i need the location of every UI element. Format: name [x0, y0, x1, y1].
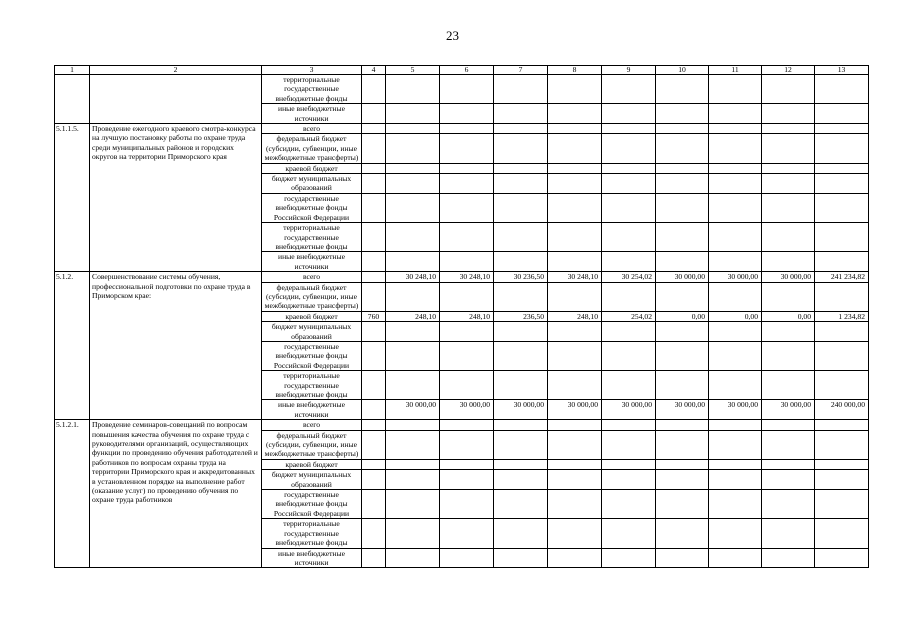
- value-cell: [762, 282, 815, 311]
- value-cell: [494, 193, 548, 222]
- value-cell: 241 234,82: [815, 272, 869, 282]
- value-cell: [815, 430, 869, 459]
- kbk-code: [362, 420, 386, 430]
- value-cell: [548, 282, 602, 311]
- value-cell: [656, 104, 709, 124]
- value-cell: [386, 490, 440, 519]
- value-cell: [386, 174, 440, 194]
- value-cell: [386, 282, 440, 311]
- value-cell: [709, 470, 762, 490]
- value-cell: [494, 124, 548, 134]
- value-cell: [709, 371, 762, 400]
- value-cell: [656, 134, 709, 163]
- value-cell: 0,00: [656, 311, 709, 321]
- value-cell: [815, 193, 869, 222]
- value-cell: [656, 490, 709, 519]
- value-cell: [815, 420, 869, 430]
- value-cell: [709, 193, 762, 222]
- value-cell: [494, 104, 548, 124]
- value-cell: 240 000,00: [815, 400, 869, 420]
- value-cell: [762, 459, 815, 469]
- funding-source: всего: [262, 272, 362, 282]
- value-cell: [656, 282, 709, 311]
- funding-source: бюджет муниципальных образований: [262, 322, 362, 342]
- value-cell: 0,00: [709, 311, 762, 321]
- funding-source: краевой бюджет: [262, 163, 362, 173]
- value-cell: [386, 134, 440, 163]
- value-cell: [494, 252, 548, 272]
- value-cell: 236,50: [494, 311, 548, 321]
- table-row: [55, 75, 869, 104]
- value-cell: [440, 223, 494, 252]
- value-cell: [656, 470, 709, 490]
- value-cell: [762, 104, 815, 124]
- value-cell: [494, 371, 548, 400]
- value-cell: 30 000,00: [762, 272, 815, 282]
- value-cell: [440, 470, 494, 490]
- column-header: 2: [90, 66, 262, 75]
- value-cell: [602, 341, 656, 370]
- value-cell: [602, 459, 656, 469]
- value-cell: 30 000,00: [656, 272, 709, 282]
- kbk-code: [362, 282, 386, 311]
- value-cell: [386, 193, 440, 222]
- kbk-code: [362, 124, 386, 134]
- funding-source: государственные внебюджетные фонды Российской Федерации: [262, 490, 362, 519]
- value-cell: [709, 519, 762, 548]
- value-cell: [386, 371, 440, 400]
- kbk-code: [362, 272, 386, 282]
- value-cell: [815, 548, 869, 568]
- value-cell: [494, 163, 548, 173]
- value-cell: [440, 174, 494, 194]
- funding-source: территориальные государственные внебюджетные фонды: [262, 75, 362, 104]
- value-cell: [602, 174, 656, 194]
- value-cell: [602, 193, 656, 222]
- value-cell: [815, 470, 869, 490]
- value-cell: [762, 252, 815, 272]
- value-cell: [602, 519, 656, 548]
- value-cell: [440, 134, 494, 163]
- value-cell: [815, 75, 869, 104]
- kbk-code: [362, 174, 386, 194]
- funding-source: территориальные государственные внебюджетные фонды: [262, 519, 362, 548]
- budget-table: [54, 65, 869, 568]
- column-header: 7: [494, 66, 548, 75]
- column-header: 3: [262, 66, 362, 75]
- value-cell: [709, 430, 762, 459]
- value-cell: [709, 124, 762, 134]
- value-cell: 30 000,00: [709, 272, 762, 282]
- value-cell: [709, 163, 762, 173]
- value-cell: 30 000,00: [548, 400, 602, 420]
- funding-source: иные внебюджетные источники: [262, 400, 362, 420]
- value-cell: [762, 163, 815, 173]
- funding-source: краевой бюджет: [262, 459, 362, 469]
- value-cell: [386, 124, 440, 134]
- value-cell: 30 000,00: [494, 400, 548, 420]
- value-cell: [386, 420, 440, 430]
- value-cell: [494, 459, 548, 469]
- value-cell: [762, 548, 815, 568]
- value-cell: [548, 371, 602, 400]
- kbk-code: [362, 134, 386, 163]
- kbk-code: [362, 470, 386, 490]
- value-cell: 248,10: [440, 311, 494, 321]
- kbk-code: [362, 341, 386, 370]
- value-cell: 254,02: [602, 311, 656, 321]
- kbk-code: [362, 75, 386, 104]
- value-cell: [762, 371, 815, 400]
- value-cell: [656, 163, 709, 173]
- value-cell: [709, 420, 762, 430]
- value-cell: [815, 134, 869, 163]
- value-cell: [709, 490, 762, 519]
- value-cell: [602, 430, 656, 459]
- value-cell: [494, 174, 548, 194]
- value-cell: [602, 163, 656, 173]
- funding-source: иные внебюджетные источники: [262, 548, 362, 568]
- value-cell: 248,10: [386, 311, 440, 321]
- value-cell: [762, 490, 815, 519]
- value-cell: [548, 430, 602, 459]
- value-cell: [656, 252, 709, 272]
- value-cell: 30 000,00: [656, 400, 709, 420]
- funding-source: иные внебюджетные источники: [262, 104, 362, 124]
- value-cell: [386, 548, 440, 568]
- value-cell: [440, 519, 494, 548]
- value-cell: 30 000,00: [709, 400, 762, 420]
- column-header: 11: [709, 66, 762, 75]
- kbk-code: [362, 193, 386, 222]
- value-cell: 0,00: [762, 311, 815, 321]
- column-header: 8: [548, 66, 602, 75]
- funding-source: всего: [262, 124, 362, 134]
- value-cell: [762, 470, 815, 490]
- value-cell: [656, 341, 709, 370]
- funding-source: всего: [262, 420, 362, 430]
- value-cell: [602, 282, 656, 311]
- value-cell: [548, 124, 602, 134]
- value-cell: [440, 163, 494, 173]
- funding-source: федеральный бюджет (субсидии, субвенции, иные межбюджетные трансферты): [262, 430, 362, 459]
- value-cell: [440, 341, 494, 370]
- value-cell: [602, 104, 656, 124]
- value-cell: [548, 134, 602, 163]
- value-cell: [386, 459, 440, 469]
- value-cell: [494, 490, 548, 519]
- table-row: [55, 124, 869, 134]
- value-cell: [494, 322, 548, 342]
- value-cell: [815, 252, 869, 272]
- value-cell: [386, 519, 440, 548]
- funding-source: федеральный бюджет (субсидии, субвенции, иные межбюджетные трансферты): [262, 134, 362, 163]
- table-body: [55, 75, 869, 568]
- value-cell: [709, 223, 762, 252]
- item-name: [90, 75, 262, 124]
- value-cell: [709, 548, 762, 568]
- kbk-code: [362, 548, 386, 568]
- value-cell: [709, 104, 762, 124]
- value-cell: [762, 519, 815, 548]
- value-cell: [815, 223, 869, 252]
- value-cell: [440, 282, 494, 311]
- value-cell: [656, 420, 709, 430]
- value-cell: [440, 430, 494, 459]
- value-cell: [494, 223, 548, 252]
- value-cell: [602, 322, 656, 342]
- value-cell: [762, 193, 815, 222]
- value-cell: [656, 459, 709, 469]
- value-cell: [709, 282, 762, 311]
- kbk-code: [362, 104, 386, 124]
- kbk-code: [362, 459, 386, 469]
- value-cell: [494, 548, 548, 568]
- value-cell: [709, 134, 762, 163]
- column-header: 6: [440, 66, 494, 75]
- item-code: [55, 75, 90, 124]
- value-cell: [602, 223, 656, 252]
- value-cell: [709, 174, 762, 194]
- value-cell: [762, 322, 815, 342]
- value-cell: [548, 223, 602, 252]
- value-cell: 1 234,82: [815, 311, 869, 321]
- value-cell: [440, 104, 494, 124]
- value-cell: [656, 548, 709, 568]
- value-cell: [548, 341, 602, 370]
- value-cell: [762, 223, 815, 252]
- value-cell: [548, 104, 602, 124]
- value-cell: [440, 420, 494, 430]
- value-cell: [440, 371, 494, 400]
- column-header: 12: [762, 66, 815, 75]
- value-cell: [494, 134, 548, 163]
- value-cell: [656, 371, 709, 400]
- value-cell: [440, 322, 494, 342]
- value-cell: [386, 223, 440, 252]
- value-cell: [386, 341, 440, 370]
- kbk-code: [362, 490, 386, 519]
- item-code: 5.1.2.1.: [55, 420, 90, 568]
- value-cell: [440, 459, 494, 469]
- value-cell: [656, 75, 709, 104]
- value-cell: [815, 282, 869, 311]
- value-cell: 30 254,02: [602, 272, 656, 282]
- value-cell: [548, 163, 602, 173]
- kbk-code: [362, 223, 386, 252]
- funding-source: территориальные государственные внебюджетные фонды: [262, 371, 362, 400]
- value-cell: [440, 548, 494, 568]
- funding-source: краевой бюджет: [262, 311, 362, 321]
- value-cell: 30 000,00: [440, 400, 494, 420]
- value-cell: [656, 519, 709, 548]
- kbk-code: [362, 371, 386, 400]
- value-cell: 30 000,00: [386, 400, 440, 420]
- value-cell: [602, 75, 656, 104]
- value-cell: [709, 75, 762, 104]
- page-number: 23: [446, 28, 459, 43]
- value-cell: [494, 282, 548, 311]
- item-code: 5.1.1.5.: [55, 124, 90, 272]
- kbk-code: [362, 519, 386, 548]
- value-cell: [709, 252, 762, 272]
- column-header: 13: [815, 66, 869, 75]
- value-cell: [548, 490, 602, 519]
- value-cell: 30 000,00: [762, 400, 815, 420]
- value-cell: [656, 223, 709, 252]
- funding-source: государственные внебюджетные фонды Российской Федерации: [262, 341, 362, 370]
- value-cell: [709, 322, 762, 342]
- value-cell: [440, 490, 494, 519]
- funding-source: иные внебюджетные источники: [262, 252, 362, 272]
- value-cell: [762, 134, 815, 163]
- value-cell: [548, 459, 602, 469]
- value-cell: [548, 75, 602, 104]
- funding-source: бюджет муниципальных образований: [262, 174, 362, 194]
- value-cell: [386, 322, 440, 342]
- value-cell: [656, 430, 709, 459]
- kbk-code: 760: [362, 311, 386, 321]
- value-cell: 30 248,10: [386, 272, 440, 282]
- value-cell: [548, 252, 602, 272]
- value-cell: [548, 470, 602, 490]
- value-cell: [494, 420, 548, 430]
- value-cell: [386, 75, 440, 104]
- value-cell: [762, 124, 815, 134]
- value-cell: [815, 371, 869, 400]
- kbk-code: [362, 163, 386, 173]
- funding-source: бюджет муниципальных образований: [262, 470, 362, 490]
- value-cell: [656, 193, 709, 222]
- item-code: 5.1.2.: [55, 272, 90, 420]
- value-cell: 30 248,10: [440, 272, 494, 282]
- column-header: 9: [602, 66, 656, 75]
- value-cell: 30 248,10: [548, 272, 602, 282]
- value-cell: [602, 371, 656, 400]
- value-cell: 248,10: [548, 311, 602, 321]
- value-cell: [762, 341, 815, 370]
- value-cell: [762, 75, 815, 104]
- value-cell: [815, 163, 869, 173]
- value-cell: [440, 252, 494, 272]
- value-cell: [440, 193, 494, 222]
- value-cell: [548, 193, 602, 222]
- funding-source: государственные внебюджетные фонды Российской Федерации: [262, 193, 362, 222]
- value-cell: [602, 548, 656, 568]
- value-cell: [602, 420, 656, 430]
- value-cell: [440, 75, 494, 104]
- value-cell: 30 000,00: [602, 400, 656, 420]
- value-cell: [762, 174, 815, 194]
- value-cell: [494, 470, 548, 490]
- header-row: [55, 66, 869, 75]
- value-cell: [548, 322, 602, 342]
- column-header: 1: [55, 66, 90, 75]
- value-cell: [815, 341, 869, 370]
- value-cell: [386, 104, 440, 124]
- value-cell: [548, 548, 602, 568]
- value-cell: [548, 420, 602, 430]
- value-cell: [815, 104, 869, 124]
- value-cell: [386, 252, 440, 272]
- value-cell: [602, 134, 656, 163]
- value-cell: [386, 470, 440, 490]
- value-cell: [656, 174, 709, 194]
- kbk-code: [362, 400, 386, 420]
- value-cell: [709, 459, 762, 469]
- value-cell: [602, 124, 656, 134]
- value-cell: [386, 163, 440, 173]
- value-cell: [815, 174, 869, 194]
- kbk-code: [362, 252, 386, 272]
- value-cell: [762, 420, 815, 430]
- value-cell: [548, 519, 602, 548]
- value-cell: [548, 174, 602, 194]
- value-cell: [440, 124, 494, 134]
- value-cell: [386, 430, 440, 459]
- table-row: [55, 420, 869, 430]
- value-cell: [602, 470, 656, 490]
- value-cell: [656, 124, 709, 134]
- item-name: Совершенствование системы обучения, профессиональной подготовки по охране труда в Приморском крае:: [90, 272, 262, 420]
- value-cell: 30 236,50: [494, 272, 548, 282]
- value-cell: [815, 490, 869, 519]
- column-header: 4: [362, 66, 386, 75]
- kbk-code: [362, 322, 386, 342]
- value-cell: [602, 252, 656, 272]
- value-cell: [815, 322, 869, 342]
- funding-source: территориальные государственные внебюджетные фонды: [262, 223, 362, 252]
- table-row: [55, 272, 869, 282]
- value-cell: [815, 124, 869, 134]
- funding-source: федеральный бюджет (субсидии, субвенции, иные межбюджетные трансферты): [262, 282, 362, 311]
- value-cell: [494, 430, 548, 459]
- value-cell: [494, 519, 548, 548]
- column-header: 5: [386, 66, 440, 75]
- value-cell: [602, 490, 656, 519]
- kbk-code: [362, 430, 386, 459]
- value-cell: [494, 341, 548, 370]
- value-cell: [709, 341, 762, 370]
- value-cell: [815, 519, 869, 548]
- column-header: 10: [656, 66, 709, 75]
- value-cell: [656, 322, 709, 342]
- item-name: Проведение ежегодного краевого смотра-конкурса на лучшую постановку работы по охране труда среди муниципальных районов и городских округов на территории Приморского края: [90, 124, 262, 272]
- value-cell: [815, 459, 869, 469]
- value-cell: [762, 430, 815, 459]
- item-name: Проведение семинаров-совещаний по вопросам повышения качества обучения по охране труда с руководителями организаций, осуществляющих функции по проведению обучения работодателей и работников по вопросам охраны труда на территории Приморского края и аккредитованных в установленном порядке на выполнение работ (оказание услуг) по проведению обучения по охране труда работников: [90, 420, 262, 568]
- value-cell: [494, 75, 548, 104]
